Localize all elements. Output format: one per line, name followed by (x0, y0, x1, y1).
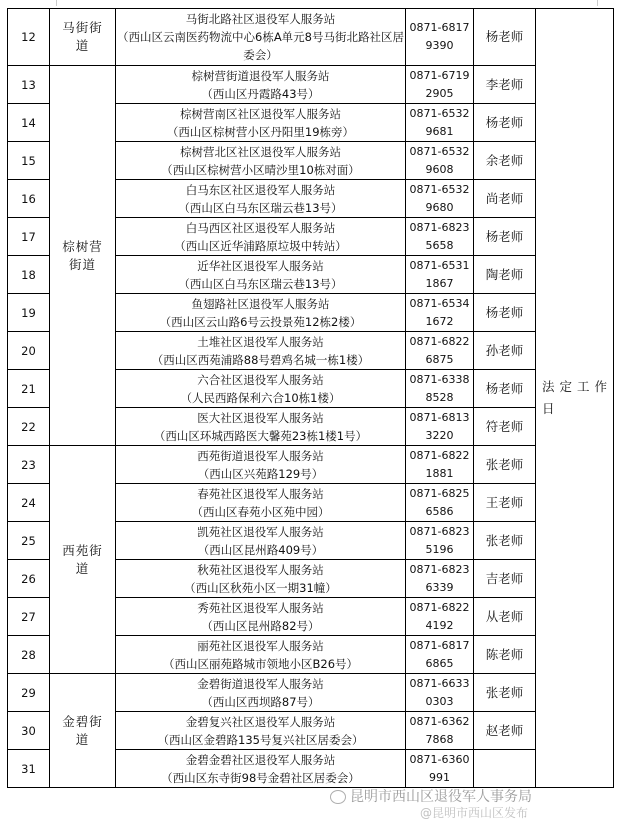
street-name (50, 674, 116, 788)
street-name-text: 棕树营街道 (62, 238, 103, 272)
phone-prefix: 0871-6532 (409, 106, 470, 120)
phone-suffix: 6586 (425, 504, 454, 518)
phone-suffix: 3220 (425, 428, 454, 442)
station-address: （西山区秋苑小区一期31幢） (184, 580, 337, 595)
station-cell (116, 408, 406, 446)
contact-name: 从老师 (485, 608, 524, 624)
contact-name: 杨老师 (485, 29, 524, 44)
station-name: 鱼翅路社区退役军人服务站 (191, 296, 330, 311)
station-name: 马街北路社区退役军人服务站 (185, 12, 336, 26)
street-name-text: 马街街道 (62, 20, 103, 53)
station-cell (116, 142, 406, 180)
phone-cell (406, 218, 474, 256)
station-address: （西山区云山路6号云投景苑12栋2楼） (159, 314, 362, 329)
station-address: （西山区云南医药物流中心6栋A单元8号马街北路社区居委会） (117, 30, 404, 62)
station-cell (116, 9, 406, 66)
phone-cell (406, 522, 474, 560)
phone-prefix: 0871-6813 (409, 410, 470, 424)
contact-name: 杨老师 (485, 304, 524, 320)
station-address: （西山区环城西路医大馨苑23栋1楼1号） (153, 428, 368, 443)
contact-cell (474, 9, 536, 66)
station-name: 西苑街道退役军人服务站 (197, 448, 324, 463)
contact-name: 王老师 (485, 494, 524, 510)
table-row (8, 446, 614, 484)
phone-suffix: 1867 (425, 276, 454, 290)
station-address: （西山区春苑小区苑中园） (191, 504, 330, 519)
phone-cell (406, 294, 474, 332)
contact-cell (474, 408, 536, 446)
table-row (8, 66, 614, 104)
contact-name: 尚老师 (485, 190, 524, 206)
contact-name: 余老师 (485, 152, 524, 168)
page-edge (56, 0, 598, 6)
phone-prefix: 0871-6817 (409, 21, 470, 34)
contact-name: 张老师 (485, 456, 524, 472)
row-number-text: 27 (21, 609, 36, 624)
station-name: 金碧复兴社区退役军人服务站 (185, 714, 336, 729)
row-number (8, 712, 50, 750)
row-number (8, 750, 50, 788)
station-address: （西山区兴苑路129号） (197, 466, 324, 481)
street-name (50, 66, 116, 446)
contact-cell (474, 712, 536, 750)
street-name (50, 9, 116, 66)
row-number-text: 28 (21, 647, 36, 662)
phone-prefix: 0871-6532 (409, 144, 470, 158)
phone-suffix: 9681 (425, 124, 454, 138)
station-name: 金碧街道退役军人服务站 (197, 676, 324, 691)
station-name: 医大社区退役军人服务站 (197, 410, 324, 425)
phone-cell (406, 408, 474, 446)
station-cell (116, 484, 406, 522)
station-cell (116, 750, 406, 788)
station-cell (116, 218, 406, 256)
row-number (8, 256, 50, 294)
row-number (8, 408, 50, 446)
station-name: 土堆社区退役军人服务站 (197, 334, 324, 349)
table-row (8, 9, 614, 66)
phone-prefix: 0871-6822 (409, 334, 470, 348)
phone-cell (406, 636, 474, 674)
phone-prefix: 0871-6531 (409, 258, 470, 272)
station-address: （西山区近华浦路原垃圾中转站） (174, 238, 347, 253)
phone-prefix: 0871-6822 (409, 600, 470, 614)
contact-cell (474, 446, 536, 484)
station-name: 棕树营南区社区退役军人服务站 (180, 106, 341, 121)
station-cell (116, 712, 406, 750)
phone-suffix: 8528 (425, 390, 454, 404)
row-number-text: 21 (21, 381, 36, 396)
station-name: 棕树营北区社区退役军人服务站 (180, 144, 341, 159)
row-number-text: 31 (21, 761, 36, 776)
contact-name: 李老师 (485, 76, 524, 92)
row-number-text: 23 (21, 457, 36, 472)
phone-cell (406, 750, 474, 788)
watermark-line2: @昆明市西山区发布 (420, 806, 529, 820)
table-row (8, 674, 614, 712)
contact-name: 吉老师 (485, 570, 524, 586)
contact-cell (474, 66, 536, 104)
phone-cell (406, 446, 474, 484)
contact-name: 杨老师 (485, 228, 524, 244)
phone-suffix: 9390 (425, 39, 454, 52)
phone-suffix: 7868 (425, 732, 454, 746)
phone-suffix: 1881 (425, 466, 454, 480)
station-name: 凯苑社区退役军人服务站 (197, 524, 324, 539)
station-address: （西山区西苑浦路88号碧鸡名城一栋1楼） (151, 352, 370, 367)
station-address: （西山区棕树营小区晴沙里10栋对面） (161, 162, 360, 177)
station-address: （西山区丹霞路43号） (201, 86, 320, 101)
row-number (8, 598, 50, 636)
contact-cell (474, 674, 536, 712)
phone-cell (406, 712, 474, 750)
row-number-text: 18 (21, 267, 36, 282)
station-address: （西山区丽苑路城市领地小区B26号） (162, 656, 359, 671)
contact-name: 陶老师 (485, 266, 524, 282)
row-number-text: 24 (21, 495, 36, 510)
row-number-text: 19 (21, 305, 36, 320)
contact-name: 符老师 (485, 418, 524, 434)
street-name-text: 金碧街道 (62, 713, 103, 747)
phone-cell (406, 370, 474, 408)
phone-prefix: 0871-6823 (409, 562, 470, 576)
row-number (8, 560, 50, 598)
contact-cell (474, 142, 536, 180)
station-name: 白马西区社区退役军人服务站 (185, 220, 336, 235)
station-name: 秀苑社区退役军人服务站 (197, 600, 324, 615)
station-cell (116, 370, 406, 408)
station-cell (116, 256, 406, 294)
phone-prefix: 0871-6822 (409, 448, 470, 462)
contact-cell (474, 256, 536, 294)
row-number (8, 446, 50, 484)
watermark (330, 789, 532, 821)
row-number-text: 26 (21, 571, 36, 586)
contact-cell (474, 104, 536, 142)
row-number-text: 14 (21, 115, 36, 130)
phone-prefix: 0871-6825 (409, 486, 470, 500)
row-number (8, 218, 50, 256)
contact-cell (474, 370, 536, 408)
phone-prefix: 0871-6534 (409, 296, 470, 310)
row-number-text: 15 (21, 153, 36, 168)
contact-name: 张老师 (485, 684, 524, 700)
row-number-text: 30 (21, 723, 36, 738)
station-cell (116, 66, 406, 104)
row-number (8, 522, 50, 560)
station-cell (116, 446, 406, 484)
station-address: （西山区昆州路409号） (197, 542, 324, 557)
street-name-text: 西苑街道 (62, 542, 103, 576)
phone-suffix: 5196 (425, 542, 454, 556)
wechat-icon (330, 790, 346, 804)
station-address: （西山区白马东区瑞云巷13号） (178, 276, 343, 291)
phone-suffix: 6865 (425, 656, 454, 670)
phone-cell (406, 256, 474, 294)
station-cell (116, 180, 406, 218)
phone-suffix: 5658 (425, 238, 454, 252)
station-cell (116, 522, 406, 560)
row-number (8, 180, 50, 218)
phone-prefix: 0871-6823 (409, 524, 470, 538)
contact-cell (474, 218, 536, 256)
row-number (8, 484, 50, 522)
row-number-text: 20 (21, 343, 36, 358)
phone-prefix: 0871-6823 (409, 220, 470, 234)
phone-prefix: 0871-6532 (409, 182, 470, 196)
station-cell (116, 674, 406, 712)
street-name (50, 446, 116, 674)
contact-cell (474, 636, 536, 674)
phone-cell (406, 66, 474, 104)
phone-suffix: 4192 (425, 618, 454, 632)
row-number-text: 22 (21, 419, 36, 434)
contact-cell (474, 750, 536, 788)
contact-cell (474, 522, 536, 560)
phone-cell (406, 674, 474, 712)
station-name: 丽苑社区退役军人服务站 (197, 638, 324, 653)
row-number (8, 66, 50, 104)
station-name: 春苑社区退役军人服务站 (197, 486, 324, 501)
phone-cell (406, 332, 474, 370)
station-name: 秋苑社区退役军人服务站 (197, 562, 324, 577)
row-number-text: 29 (21, 685, 36, 700)
watermark-line1: 昆明市西山区退役军人事务局 (350, 789, 532, 805)
station-cell (116, 332, 406, 370)
row-number (8, 9, 50, 66)
row-number (8, 294, 50, 332)
station-name: 六合社区退役军人服务站 (197, 372, 324, 387)
station-address: （西山区金碧路135号复兴社区居委会） (157, 732, 364, 747)
station-cell (116, 294, 406, 332)
phone-suffix: 9680 (425, 200, 454, 214)
phone-prefix: 0871-6817 (409, 638, 470, 652)
phone-prefix: 0871-6719 (409, 68, 470, 82)
station-name: 白马东区社区退役军人服务站 (185, 182, 336, 197)
row-number-text: 17 (21, 229, 36, 244)
phone-suffix: 0303 (425, 694, 454, 708)
contact-cell (474, 294, 536, 332)
station-address: （人民西路保利六合10栋1楼） (180, 390, 341, 405)
station-name: 金碧金碧社区退役军人服务站 (185, 752, 336, 767)
phone-cell (406, 180, 474, 218)
row-number-text: 12 (21, 30, 36, 44)
station-address: （西山区西坝路87号） (201, 694, 320, 709)
contact-name: 杨老师 (485, 380, 524, 396)
phone-suffix: 6339 (425, 580, 454, 594)
row-number (8, 636, 50, 674)
phone-prefix: 0871-6362 (409, 714, 470, 728)
station-cell (116, 636, 406, 674)
phone-suffix: 6875 (425, 352, 454, 366)
contact-cell (474, 560, 536, 598)
phone-cell (406, 598, 474, 636)
row-number-text: 13 (21, 77, 36, 92)
contact-name: 陈老师 (485, 646, 524, 662)
row-number (8, 104, 50, 142)
station-name: 近华社区退役军人服务站 (197, 258, 324, 273)
contact-cell (474, 484, 536, 522)
row-number-text: 16 (21, 191, 36, 206)
phone-prefix: 0871-6633 (409, 676, 470, 690)
service-hours (536, 9, 614, 788)
phone-prefix: 0871-6360 (409, 752, 470, 766)
service-hours-text: 法定工作日 (542, 379, 613, 416)
contact-cell (474, 180, 536, 218)
phone-cell (406, 104, 474, 142)
phone-suffix: 9608 (425, 162, 454, 176)
contact-name: 杨老师 (485, 114, 524, 130)
contact-name: 赵老师 (485, 722, 524, 738)
phone-cell (406, 560, 474, 598)
row-number-text: 25 (21, 533, 36, 548)
contact-name: 孙老师 (485, 342, 524, 358)
phone-cell (406, 484, 474, 522)
station-cell (116, 104, 406, 142)
phone-cell (406, 9, 474, 66)
phone-suffix: 1672 (425, 314, 454, 328)
contact-cell (474, 598, 536, 636)
station-address: （西山区东寺街98号金碧社区居委会） (161, 770, 360, 785)
station-address: （西山区棕树营小区丹阳里19栋旁） (166, 124, 355, 139)
contact-cell (474, 332, 536, 370)
station-cell (116, 598, 406, 636)
station-cell (116, 560, 406, 598)
phone-prefix: 0871-6338 (409, 372, 470, 386)
veteran-service-station-table (7, 8, 614, 788)
station-name: 棕树营街道退役军人服务站 (191, 68, 330, 83)
phone-suffix: 991 (429, 770, 450, 784)
row-number (8, 142, 50, 180)
row-number (8, 674, 50, 712)
station-address: （西山区昆州路82号） (201, 618, 320, 633)
phone-cell (406, 142, 474, 180)
station-address: （西山区白马东区瑞云巷13号） (178, 200, 343, 215)
phone-suffix: 2905 (425, 86, 454, 100)
contact-name: 张老师 (485, 532, 524, 548)
row-number (8, 370, 50, 408)
row-number (8, 332, 50, 370)
